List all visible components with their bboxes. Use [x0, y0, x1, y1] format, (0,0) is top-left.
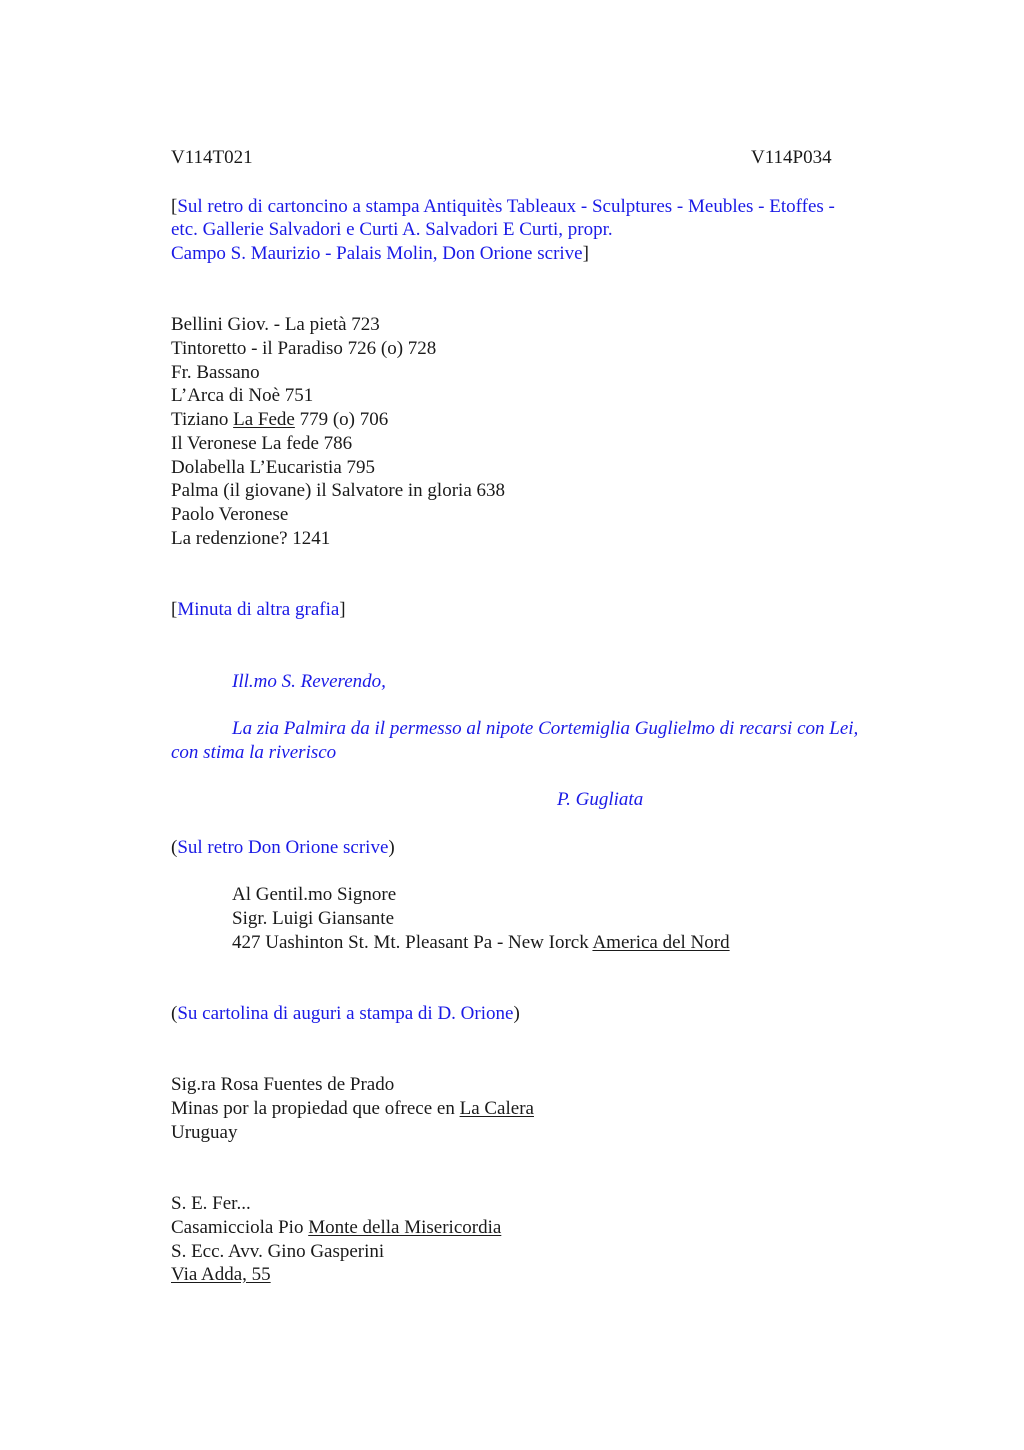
address-2-line-3: Uruguay	[171, 1122, 238, 1143]
works-line-4: L’Arca di Noè 751	[171, 385, 314, 406]
address-1-line-3	[232, 931, 730, 955]
address-3-line-3: S. Ecc. Avv. Gino Gasperini	[171, 1241, 385, 1262]
works-line-7: Dolabella L’Eucaristia 795	[171, 457, 376, 478]
text: Tiziano	[171, 409, 234, 430]
works-line-1: Bellini Giov. - La pietà 723	[171, 314, 380, 335]
letter-body-line-1: La zia Palmira da il permesso al nipote Cortemiglia Guglielmo di recarsi con Lei,	[232, 718, 859, 739]
underlined-title: La Fede	[233, 409, 295, 430]
editorial-note-1-line-2: etc. Gallerie Salvadori e Curti A. Salvadori E Curti, propr.	[171, 219, 613, 240]
works-line-2: Tintoretto - il Paradiso 726 (o) 728	[171, 338, 437, 359]
address-3-line-1: S. E. Fer...	[171, 1193, 251, 1214]
note-text: Sul retro Don Orione scrive	[177, 837, 389, 858]
works-line-5	[171, 408, 388, 432]
editorial-note-3	[171, 836, 395, 860]
editorial-note-2	[171, 598, 346, 622]
address-3-line-2	[171, 1216, 501, 1240]
works-line-8: Palma (il giovane) il Salvatore in gloria 638	[171, 480, 506, 501]
address-1-line-2: Sigr. Luigi Giansante	[232, 908, 395, 929]
address-1-line-1: Al Gentil.mo Signore	[232, 884, 397, 905]
bracket-open: [	[171, 196, 178, 217]
works-line-3: Fr. Bassano	[171, 362, 260, 383]
note-text: Minuta di altra grafia	[177, 599, 340, 620]
address-2-line-2	[171, 1097, 534, 1121]
paren-open: (	[171, 837, 178, 858]
editorial-note-1-line-3	[171, 242, 589, 266]
letter-body-line-2: con stima la riverisco	[171, 742, 337, 763]
address-3-line-4: Via Adda, 55	[171, 1264, 271, 1285]
bracket-close: ]	[339, 599, 346, 620]
letter-salutation: Ill.mo S. Reverendo,	[232, 671, 386, 692]
underlined-text: Monte della Misericordia	[308, 1217, 502, 1238]
doc-code-right: V114P034	[751, 147, 832, 168]
address-2-line-1: Sig.ra Rosa Fuentes de Prado	[171, 1074, 395, 1095]
editorial-note-1-line-1	[171, 195, 835, 219]
underlined-text: America del Nord	[592, 932, 730, 953]
text: Casamicciola Pio	[171, 1217, 309, 1238]
editorial-note-4	[171, 1002, 520, 1026]
note-text: Sul retro di cartoncino a stampa Antiquitès Tableaux - Sculptures - Meubles - Etoffes -	[177, 196, 835, 217]
note-text: Campo S. Maurizio - Palais Molin, Don Orione scrive	[171, 243, 583, 264]
text: 779 (o) 706	[294, 409, 389, 430]
works-line-10: La redenzione? 1241	[171, 528, 331, 549]
bracket-close: ]	[582, 243, 589, 264]
text: Minas por la propiedad que ofrece en	[171, 1098, 460, 1119]
paren-open: (	[171, 1003, 178, 1024]
paren-close: )	[513, 1003, 520, 1024]
note-text: Su cartolina di auguri a stampa di D. Orione	[177, 1003, 514, 1024]
works-line-6: Il Veronese La fede 786	[171, 433, 353, 454]
doc-code-left: V114T021	[171, 147, 253, 168]
letter-signature: P. Gugliata	[557, 789, 644, 810]
paren-close: )	[388, 837, 395, 858]
text: 427 Uashinton St. Mt. Pleasant Pa - New Iorck	[232, 932, 593, 953]
underlined-text: La Calera	[459, 1098, 534, 1119]
bracket-open: [	[171, 599, 178, 620]
works-line-9: Paolo Veronese	[171, 504, 289, 525]
